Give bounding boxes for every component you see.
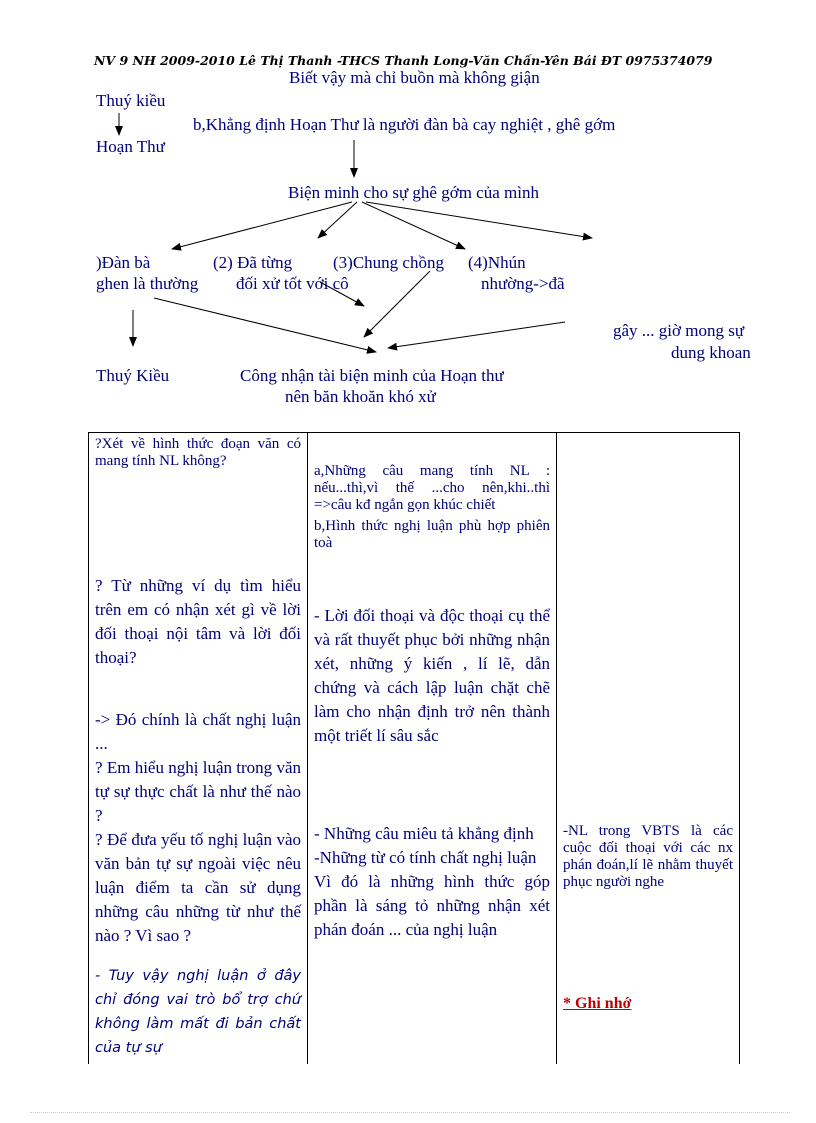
point-1a: )Đàn bà [96,253,151,272]
arrow-p2-to-result [320,282,364,306]
point-3: (3)Chung chồng [333,253,444,272]
arrow-to-point-4 [362,202,465,249]
node-hoan-thu: Hoạn Thư [96,137,165,156]
point-1b: ghen là thường [96,274,199,293]
answer-desc-3: Vì đó là những hình thức góp phần là sáng tỏ những nhận xét phán đoán ... của nghị luận [314,872,550,939]
ghi-nho-heading: * Ghi nhớ [563,995,632,1012]
answer-dialog: - Lời đối thoại và độc thoại cụ thể và rất thuyết phục bởi những nhận xét, những ý kiến , lí lẽ, dẫn chứng và cách lập luận chặt chẽ làm cho nhận định trở nên thành một triết lí sâu sắc [314,606,550,745]
node-result-2: nên băn khoăn khó xử [285,387,436,406]
answer-a: a,Những câu mang tính NL : nếu...thì,vì thế ...cho nên,khi..thì =>câu kđ ngắn gọn khúc chiết [314,463,550,513]
arrow-p3-to-result [364,271,430,337]
point-5a: gây ... giờ mong sự [613,321,745,340]
lesson-table [88,432,740,1064]
arrow-to-point-2 [318,202,357,238]
node-result-1: Công nhận tài biện minh của Hoạn thư [240,366,504,385]
arrow-to-point-1 [172,202,352,249]
question-4: ? Để đưa yếu tố nghị luận vào văn bản tự sự ngoài việc nêu luận điểm ta cần sử dụng những câu những từ như thế nào ? Vì sao ? [95,830,301,945]
point-4a: (4)Nhún [468,253,526,272]
answer-1: -> Đó chính là chất nghị luận ... [95,710,301,753]
arrow-p1-to-result [154,298,376,352]
answer-desc-1: - Những câu miêu tả khẳng định [314,824,534,843]
answer-desc-2: -Những từ có tính chất nghị luận [314,848,537,867]
question-1: ?Xét về hình thức đoạn văn có mang tính NL không? [95,436,301,469]
question-3: ? Em hiểu nghị luận trong văn tự sự thực chất là như thế nào ? [95,758,301,825]
node-claim: b,Khẳng định Hoạn Thư là người đàn bà cay nghiệt , ghê gớm [193,115,616,134]
question-2: ? Từ những ví dụ tìm hiểu trên em có nhận xét gì về lời đối thoại nội tâm và lời đối thoại? [95,576,301,667]
answer-b: b,Hình thức nghị luận phù hợp phiên toà [314,518,550,551]
diagram-arrows [0,0,816,430]
note-nl-definition: -NL trong VBTS là các cuộc đối thoại với các nx phán đoán,lí lẽ nhằm thuyết phục người nghe [563,823,733,890]
node-thuy-kieu-bottom: Thuý Kiều [96,366,170,385]
column-answers [308,433,557,1065]
column-questions [89,433,308,1065]
page-header: NV 9 NH 2009-2010 Lê Thị Thanh -THCS Thanh Long-Văn Chấn-Yên Bái ĐT 0975374079 [94,53,713,68]
arrow-to-point-5 [366,202,592,238]
arrow-p5-to-result [388,322,565,348]
note-supporting-role: - Tuy vậy nghị luận ở đây chỉ đóng vai trò bổ trợ chứ không làm mất đi bản chất của tự sự [95,968,301,1056]
page-bottom-divider [30,1112,790,1113]
point-2a: (2) Đã từng [213,253,293,272]
node-defense: Biện minh cho sự ghê gớm của mình [288,183,539,202]
diagram-line1: Biết vậy mà chỉ buồn mà không giận [289,68,540,87]
point-5b: dung khoan [671,343,751,362]
point-4b: nhường->đã [481,274,565,293]
node-thuy-kieu-top: Thuý kiều [96,91,166,110]
point-2b: đối xử tốt với cô [236,274,349,293]
column-notes [557,433,740,1065]
